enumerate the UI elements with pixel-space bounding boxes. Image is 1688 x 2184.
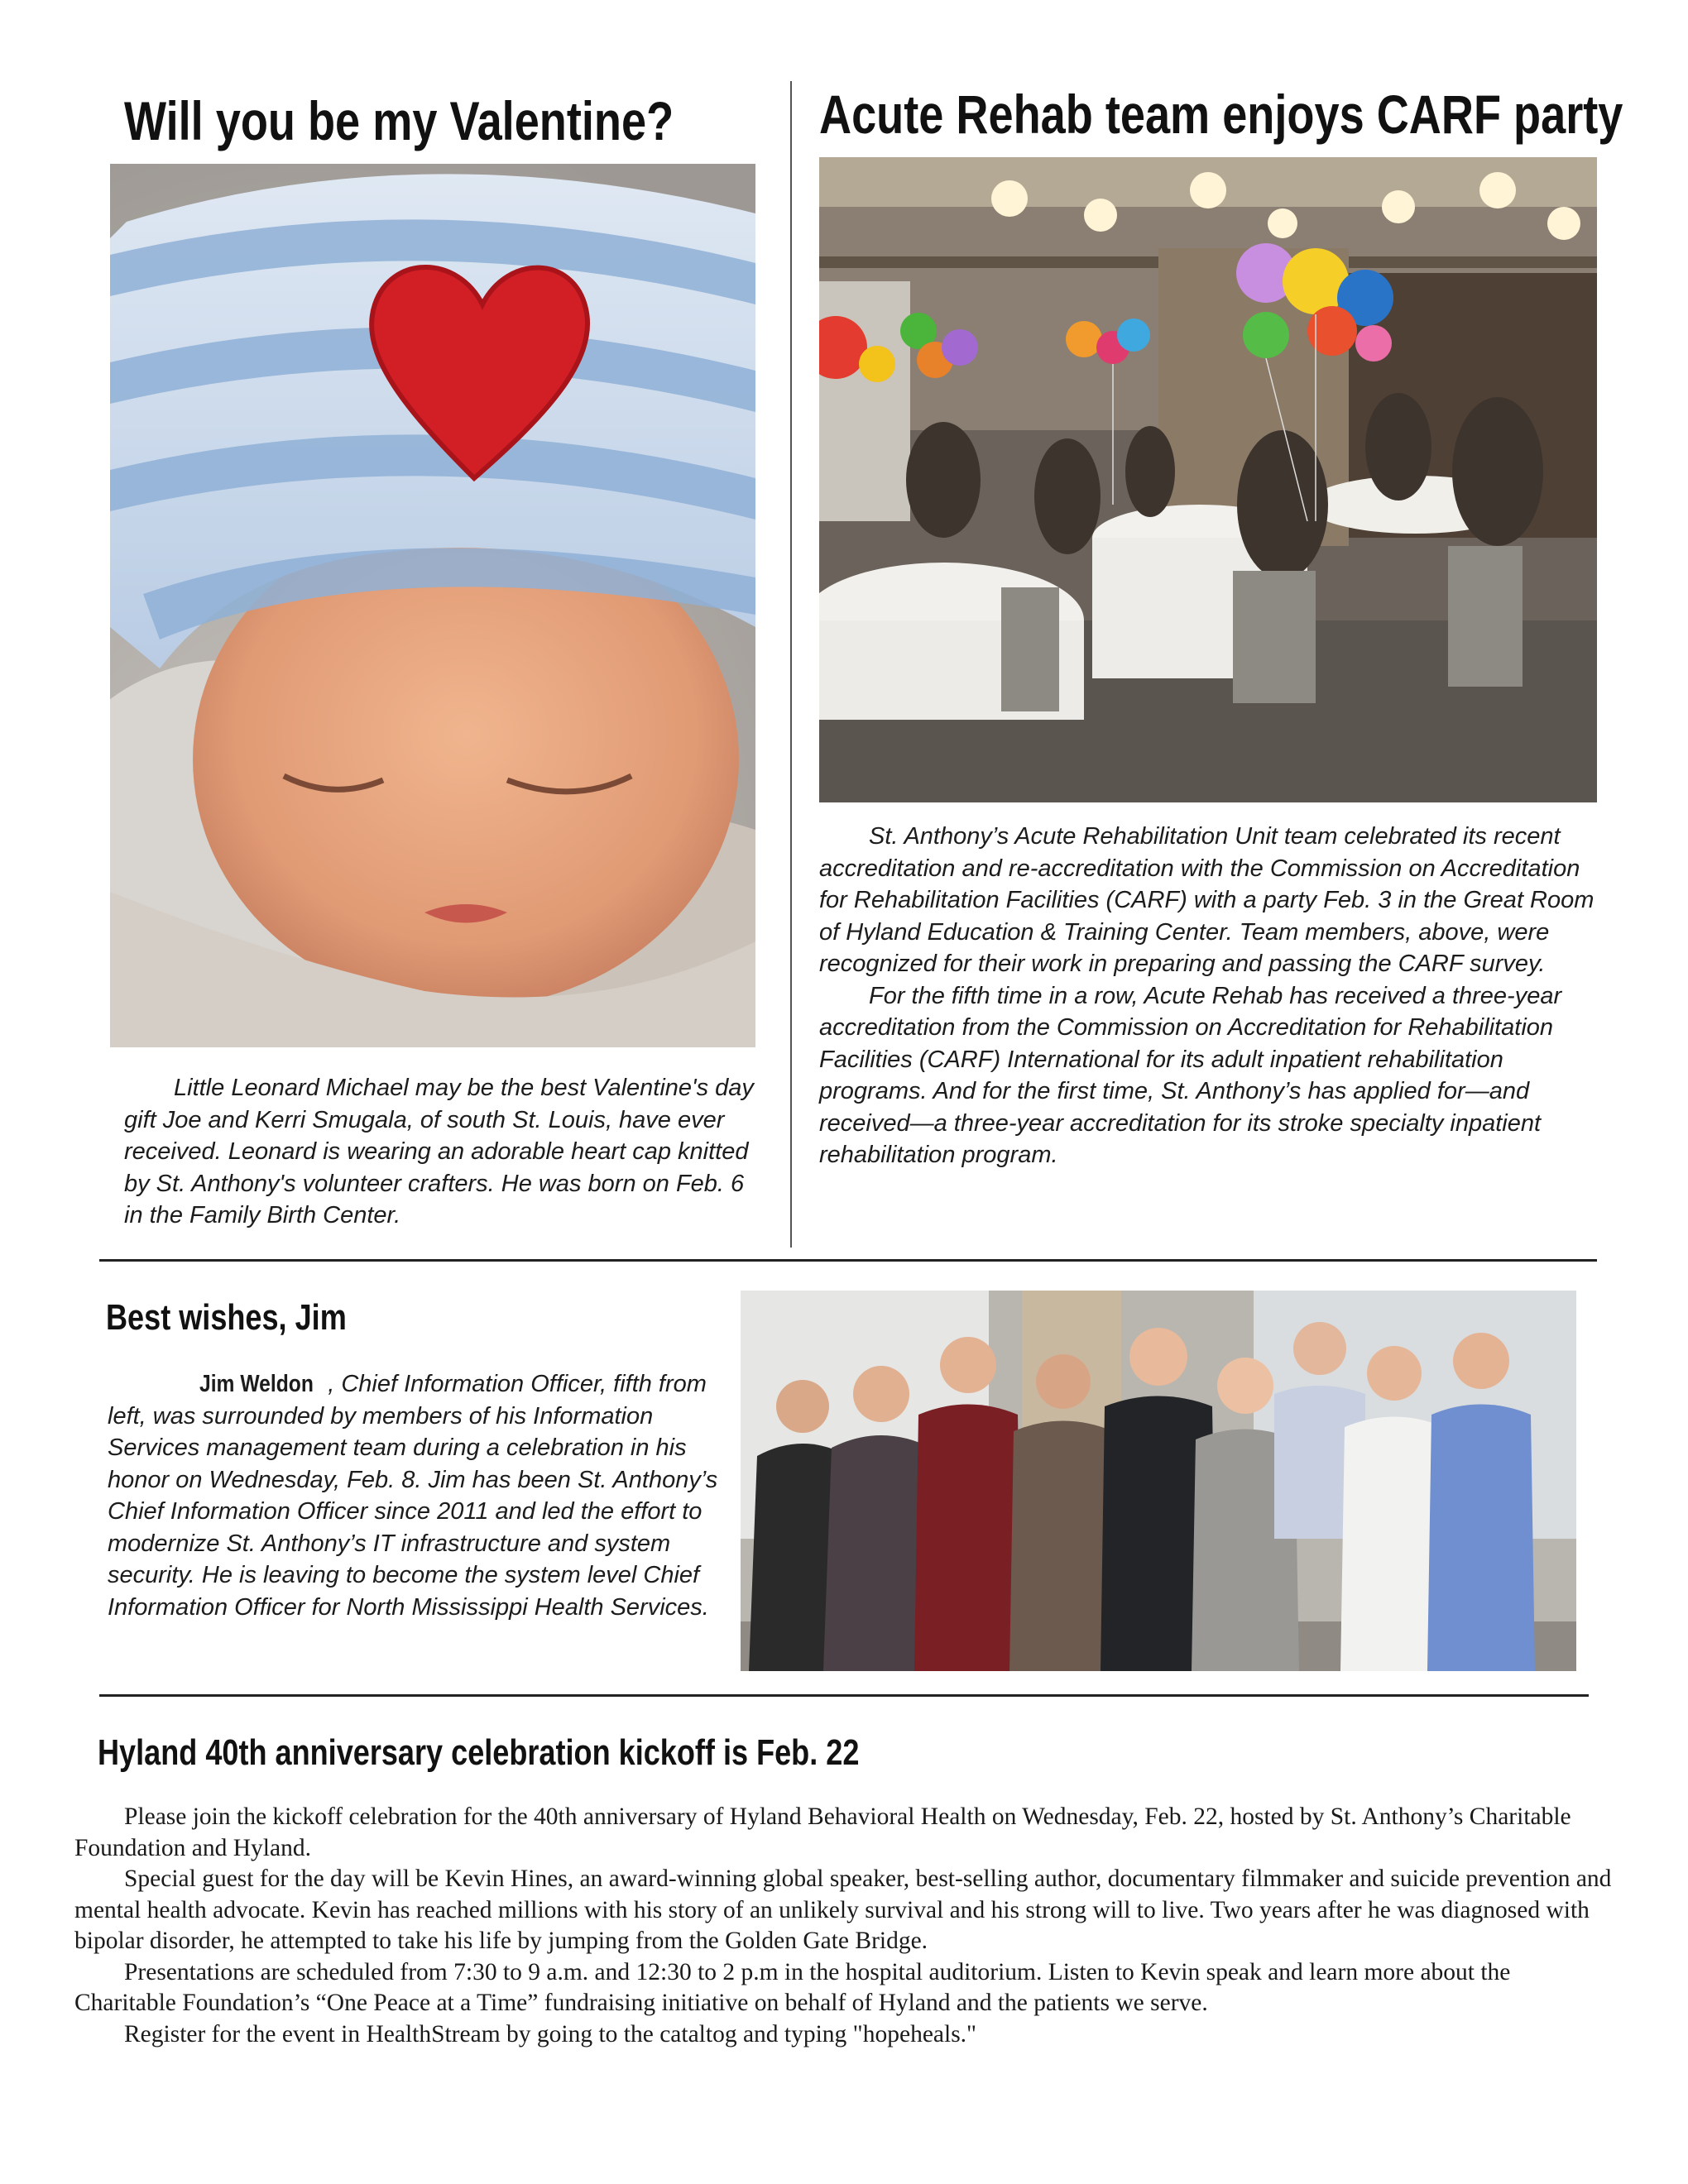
jim-caption: [108, 1368, 720, 1623]
valentine-headline: Will you be my Valentine?: [124, 90, 674, 151]
column-divider: [790, 81, 792, 1248]
hyland-paragraph-1: Please join the kickoff celebration for the 40th anniversary of Hyland Behavioral Health on Wednesday, Feb. 22, hosted by St. Anthony’s Charitable Foundation and Hyland.: [74, 1803, 1571, 1861]
hyland-paragraph-4: Register for the event in HealthStream by going to the cataltog and typing "hopeheals.": [124, 2020, 977, 2048]
section-divider-bottom: [99, 1694, 1589, 1697]
hyland-paragraph-2: Special guest for the day will be Kevin Hines, an award-winning global speaker, best-selling author, documentary filmmaker and suicide prevention and mental health advocate. Kevin has reached millions with his story of an unlikely survival and his strong will to live. Two years after he was diagnosed with bipolar disorder, he attempted to take his life by jumping from the Golden Gate Bridge.: [74, 1866, 1612, 1954]
valentine-caption-text: Little Leonard Michael may be the best Valentine's day gift Joe and Kerri Smugala, of south St. Louis, have ever received. Leonard is wearing an adorable heart cap knitted by St. Anthony's volunteer crafters. He was born on Feb. 6 in the Family Birth Center.: [124, 1075, 754, 1228]
baby-photo: [110, 164, 755, 1047]
carf-headline: Acute Rehab team enjoys CARF party: [819, 84, 1623, 145]
hyland-article: [74, 1802, 1614, 2050]
jim-caption-text: , Chief Information Officer, fifth from left, was surrounded by members of his Information Services management team during a celebration in his honor on Wednesday, Feb. 8. Jim has been St. Anthony’s Chief Information Officer since 2011 and led the effort to modernize St. Anthony’s IT infrastructure and system security. He is leaving to become the system level Chief Information Officer for North Mississippi Health Services.: [108, 1371, 718, 1621]
carf-caption: [819, 821, 1605, 1171]
carf-caption-paragraph-2: For the fifth time in a row, Acute Rehab has received a three-year accreditation from the Commission on Accreditation for Rehabilitation Facilities (CARF) International for its adult inpatient rehabilitation programs. And for the first time, St. Anthony’s has applied for—and received—a three-year accreditation for its stroke specialty inpatient rehabilitation program.: [819, 982, 1562, 1168]
carf-caption-paragraph-1: St. Anthony’s Acute Rehabilitation Unit team celebrated its recent accreditation and re-accreditation with the Commission on Accreditation for Rehabilitation Facilities (CARF) with a party Feb. 3 in the Great Room of Hyland Education & Training Center. Team members, above, were recognized for their work in preparing and passing the CARF survey.: [819, 823, 1594, 977]
section-divider-top: [99, 1259, 1597, 1262]
valentine-caption: [124, 1072, 765, 1232]
jim-headline: Best wishes, Jim: [106, 1297, 347, 1338]
hyland-headline: Hyland 40th anniversary celebration kickoff is Feb. 22: [98, 1732, 860, 1773]
it-team-photo: [741, 1291, 1576, 1671]
jim-name: Jim Weldon: [199, 1371, 314, 1397]
hyland-paragraph-3: Presentations are scheduled from 7:30 to 9 a.m. and 12:30 to 2 p.m in the hospital auditorium. Listen to Kevin speak and learn more about the Charitable Foundation’s “One Peace at a Time” fundraising initiative on behalf of Hyland and the patients we serve.: [74, 1958, 1511, 2016]
carf-party-photo: [819, 157, 1597, 802]
